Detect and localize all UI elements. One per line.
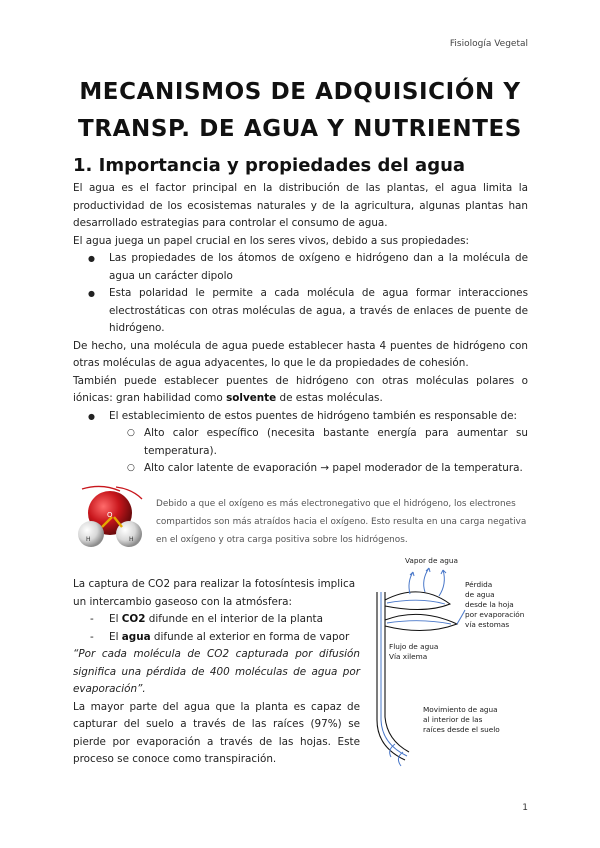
page-number: 1 xyxy=(522,803,528,813)
vapor-arrow-1 xyxy=(409,572,414,594)
dash-item-co2 xyxy=(73,611,360,629)
label-loss-4: por evaporación xyxy=(465,610,525,619)
dash-item-water xyxy=(73,629,360,647)
section-heading: 1. Importancia y propiedades del agua xyxy=(73,155,466,176)
upper-leaf-vein xyxy=(387,600,445,604)
co2-post: difunde en el interior de la planta xyxy=(145,613,323,625)
subbullet-specific-heat: ○ Alto calor específico (necesita bastante energía para aumentar su temperatura). xyxy=(73,425,528,460)
water-pre: El xyxy=(109,630,122,643)
vapor-arrow-2 xyxy=(424,568,430,592)
label-loss-3: desde la hoja xyxy=(465,600,514,609)
section-body xyxy=(73,180,528,478)
molecule-caption: Debido a que el oxígeno es más electronegativo que el hidrógeno, los electrones compartidos son más atraídos hacia el oxígeno. Esto resulta en una carga negativa en el oxígeno y otra carga positiva sobre los hidrógenos. xyxy=(156,499,527,545)
field-arc-left xyxy=(82,486,120,491)
subbullet-latent-heat: ○ Alto calor latente de evaporación → papel moderador de la temperatura. xyxy=(73,460,528,478)
root-arrow-1 xyxy=(390,744,395,757)
water-molecule-image xyxy=(72,485,150,551)
vapor-arrow-3 xyxy=(439,570,446,596)
water-bold: agua xyxy=(121,630,151,643)
label-move-2: al interior de las xyxy=(423,715,483,724)
quote-co2-water xyxy=(73,646,360,699)
paragraph-properties-intro: El agua juega un papel crucial en los seres vivos, debido a sus propiedades: xyxy=(73,234,470,247)
solvent-text-pre: También puede establecer puentes de hidrógeno con otras moléculas polares o iónicas: gran habilidad como xyxy=(73,374,528,404)
paragraph-distribution: El agua es el factor principal en la distribución de las plantas, el agua limita la productividad de los ecosistemas naturales y de la agricultura, algunas plantas han desarrollado estrategias para controlar el consumo de agua. xyxy=(73,182,528,229)
solvent-text-post: de estas moléculas. xyxy=(276,392,383,404)
paragraph-cohesion: De hecho, una molécula de agua puede establecer hasta 4 puentes de hidrógeno con otras moléculas de agua adyacentes, lo que le da propiedades de cohesión. xyxy=(73,339,528,369)
paragraph-transpiration: La mayor parte del agua que la planta es capaz de capturar del suelo a través de las raíces (97%) se pierde por evaporación a través de las hojas. Este proceso se conoce como transpiración. xyxy=(73,700,360,765)
bullet-polarity: ● Esta polaridad le permite a cada molécula de agua formar interacciones electrostáticas con otras moléculas de agua, a través de enlaces de puente de hidrógeno. xyxy=(73,285,528,338)
bullet-dipole: ● Las propiedades de los átomos de oxígeno e hidrógeno dan a la molécula de agua un carácter dipolo xyxy=(73,250,528,285)
title-line-1: MECANISMOS DE ADQUISICIÓN Y xyxy=(79,79,521,105)
label-vapor: Vapor de agua xyxy=(405,556,458,565)
quote-text: “Por cada molécula de CO2 capturada por difusión significa una pérdida de 400 moléculas de agua por evaporación”. xyxy=(73,648,360,695)
title-line-2: TRANSP. DE AGUA Y NUTRIENTES xyxy=(78,116,522,142)
running-header: Fisiología Vegetal xyxy=(449,39,528,49)
co2-pre: El xyxy=(109,613,122,625)
hydrogen-atom-left xyxy=(78,521,104,547)
hydrogen-label-right: H xyxy=(129,536,134,543)
bullet-responsible: ● El establecimiento de estos puentes de hidrógeno también es responsable de: xyxy=(73,408,528,426)
co2-bold: CO2 xyxy=(121,613,146,625)
label-loss-5: vía estomas xyxy=(465,620,510,629)
label-flow-2: Vía xilema xyxy=(389,652,428,661)
label-loss-1: Pérdida xyxy=(465,580,493,589)
label-move-3: raíces desde el suelo xyxy=(423,725,500,734)
hydrogen-label-left: H xyxy=(86,536,91,543)
oxygen-label: O xyxy=(107,511,113,519)
stomata-arrow xyxy=(457,610,465,624)
paragraph-solvent xyxy=(73,373,528,408)
lower-leaf-vein xyxy=(387,621,451,624)
transpiration-diagram xyxy=(365,552,535,772)
label-flow-1: Flujo de agua xyxy=(389,642,439,651)
paragraph-co2-capture: La captura de CO2 para realizar la fotosíntesis implica un intercambio gaseoso con la atmósfera: xyxy=(73,578,356,608)
label-move-1: Movimiento de agua xyxy=(423,705,498,714)
water-post: difunde al exterior en forma de vapor xyxy=(150,630,350,643)
label-loss-2: de agua xyxy=(465,590,495,599)
gas-exchange-section xyxy=(73,576,360,769)
lower-leaf xyxy=(385,614,457,630)
solvent-bold: solvente xyxy=(226,392,277,404)
page-title xyxy=(40,74,560,148)
